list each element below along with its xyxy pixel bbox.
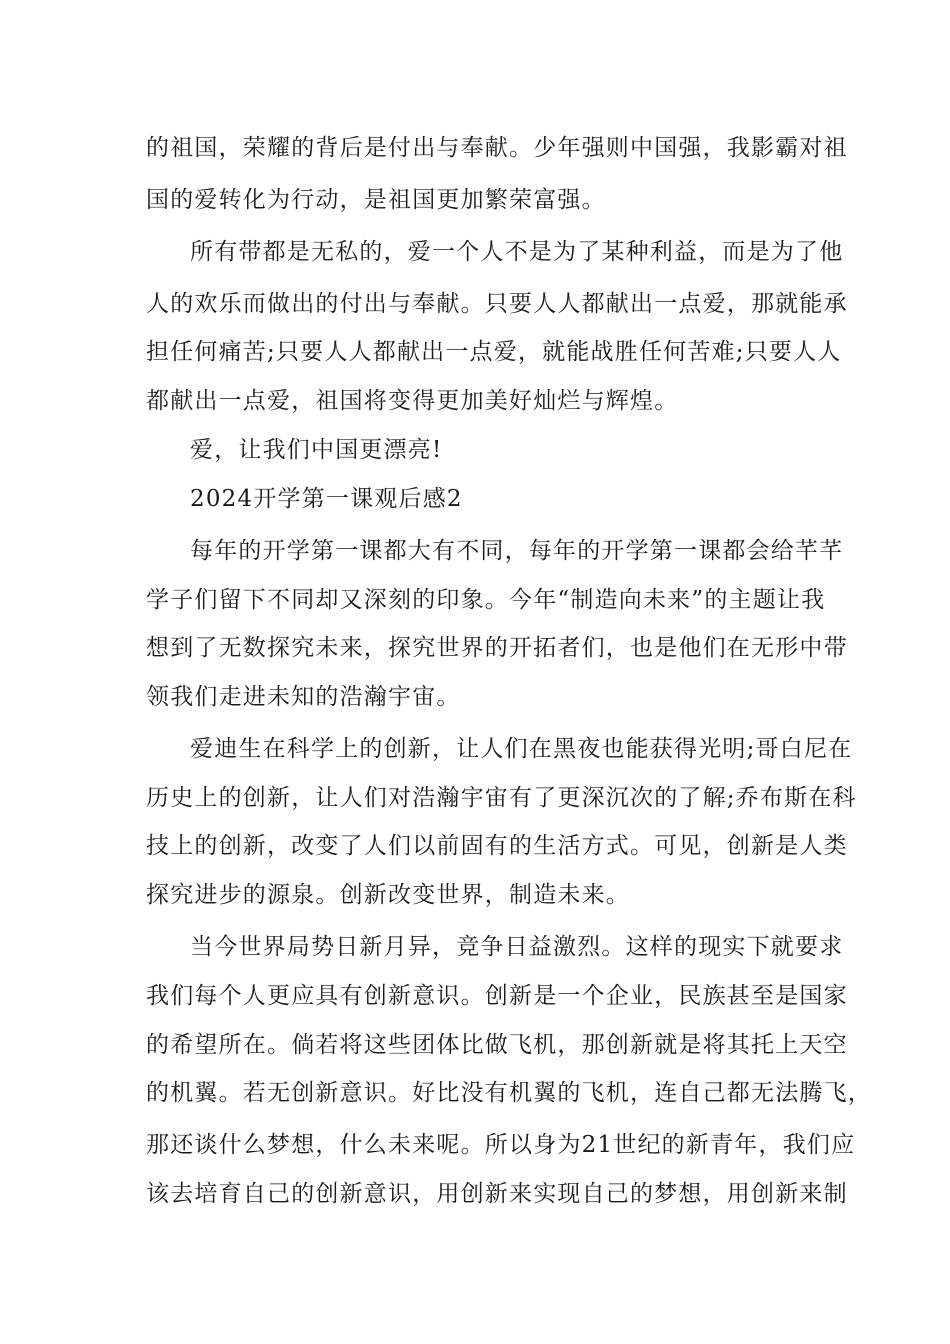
text-line: 领我们走进未知的浩瀚宇宙。 — [146, 684, 461, 710]
text-line: 那还谈什么梦想，什么未来呢。所以身为21世纪的新青年，我们应 — [146, 1132, 856, 1158]
text-line: 人的欢乐而做出的付出与奉献。只要人人都献出一点爱，那就能承 — [146, 291, 848, 317]
paragraph-start-line: 所有带都是无私的，爱一个人不是为了某种利益，而是为了他 — [190, 239, 844, 265]
text-line: 的祖国，荣耀的背后是付出与奉献。少年强则中国强，我影霸对祖 — [146, 135, 848, 161]
text-line: 国的爱转化为行动，是祖国更加繁荣富强。 — [146, 187, 606, 213]
text-line: 历史上的创新，让人们对浩瀚宇宙有了更深沉次的了解;乔布斯在科 — [146, 785, 857, 811]
text-line: 的机翼。若无创新意识。好比没有机翼的飞机，连自己都无法腾飞， — [146, 1080, 872, 1106]
text-line: 都献出一点爱，祖国将变得更加美好灿烂与辉煌。 — [146, 388, 679, 414]
text-line: 技上的创新，改变了人们以前固有的生活方式。可见，创新是人类 — [146, 833, 848, 859]
text-line: 想到了无数探究未来，探究世界的开拓者们，也是他们在无形中带 — [146, 635, 848, 661]
text-line: 我们每个人更应具有创新意识。创新是一个企业，民族甚至是国家 — [146, 983, 848, 1009]
text-line: 担任何痛苦;只要人人都献出一点爱，就能战胜任何苦难;只要人人 — [146, 339, 842, 365]
section-heading: 2024开学第一课观后感2 — [190, 486, 463, 512]
paragraph-start-line: 爱，让我们中国更漂亮! — [190, 437, 443, 463]
paragraph-start-line: 当今世界局势日新月异，竞争日益激烈。这样的现实下就要求 — [190, 934, 844, 960]
paragraph-start-line: 每年的开学第一课都大有不同，每年的开学第一课都会给芊芊 — [190, 538, 844, 564]
text-line: 学子们留下不同却又深刻的印象。今年“制造向未来”的主题让我 — [146, 587, 826, 613]
text-line: 的希望所在。倘若将这些团体比做飞机，那创新就是将其托上天空 — [146, 1032, 848, 1058]
paragraph-start-line: 爱迪生在科学上的创新，让人们在黑夜也能获得光明;哥白尼在 — [190, 736, 853, 762]
text-line: 探究进步的源泉。创新改变世界，制造未来。 — [146, 882, 630, 908]
text-line: 该去培育自己的创新意识，用创新来实现自己的梦想，用创新来制 — [146, 1181, 848, 1207]
